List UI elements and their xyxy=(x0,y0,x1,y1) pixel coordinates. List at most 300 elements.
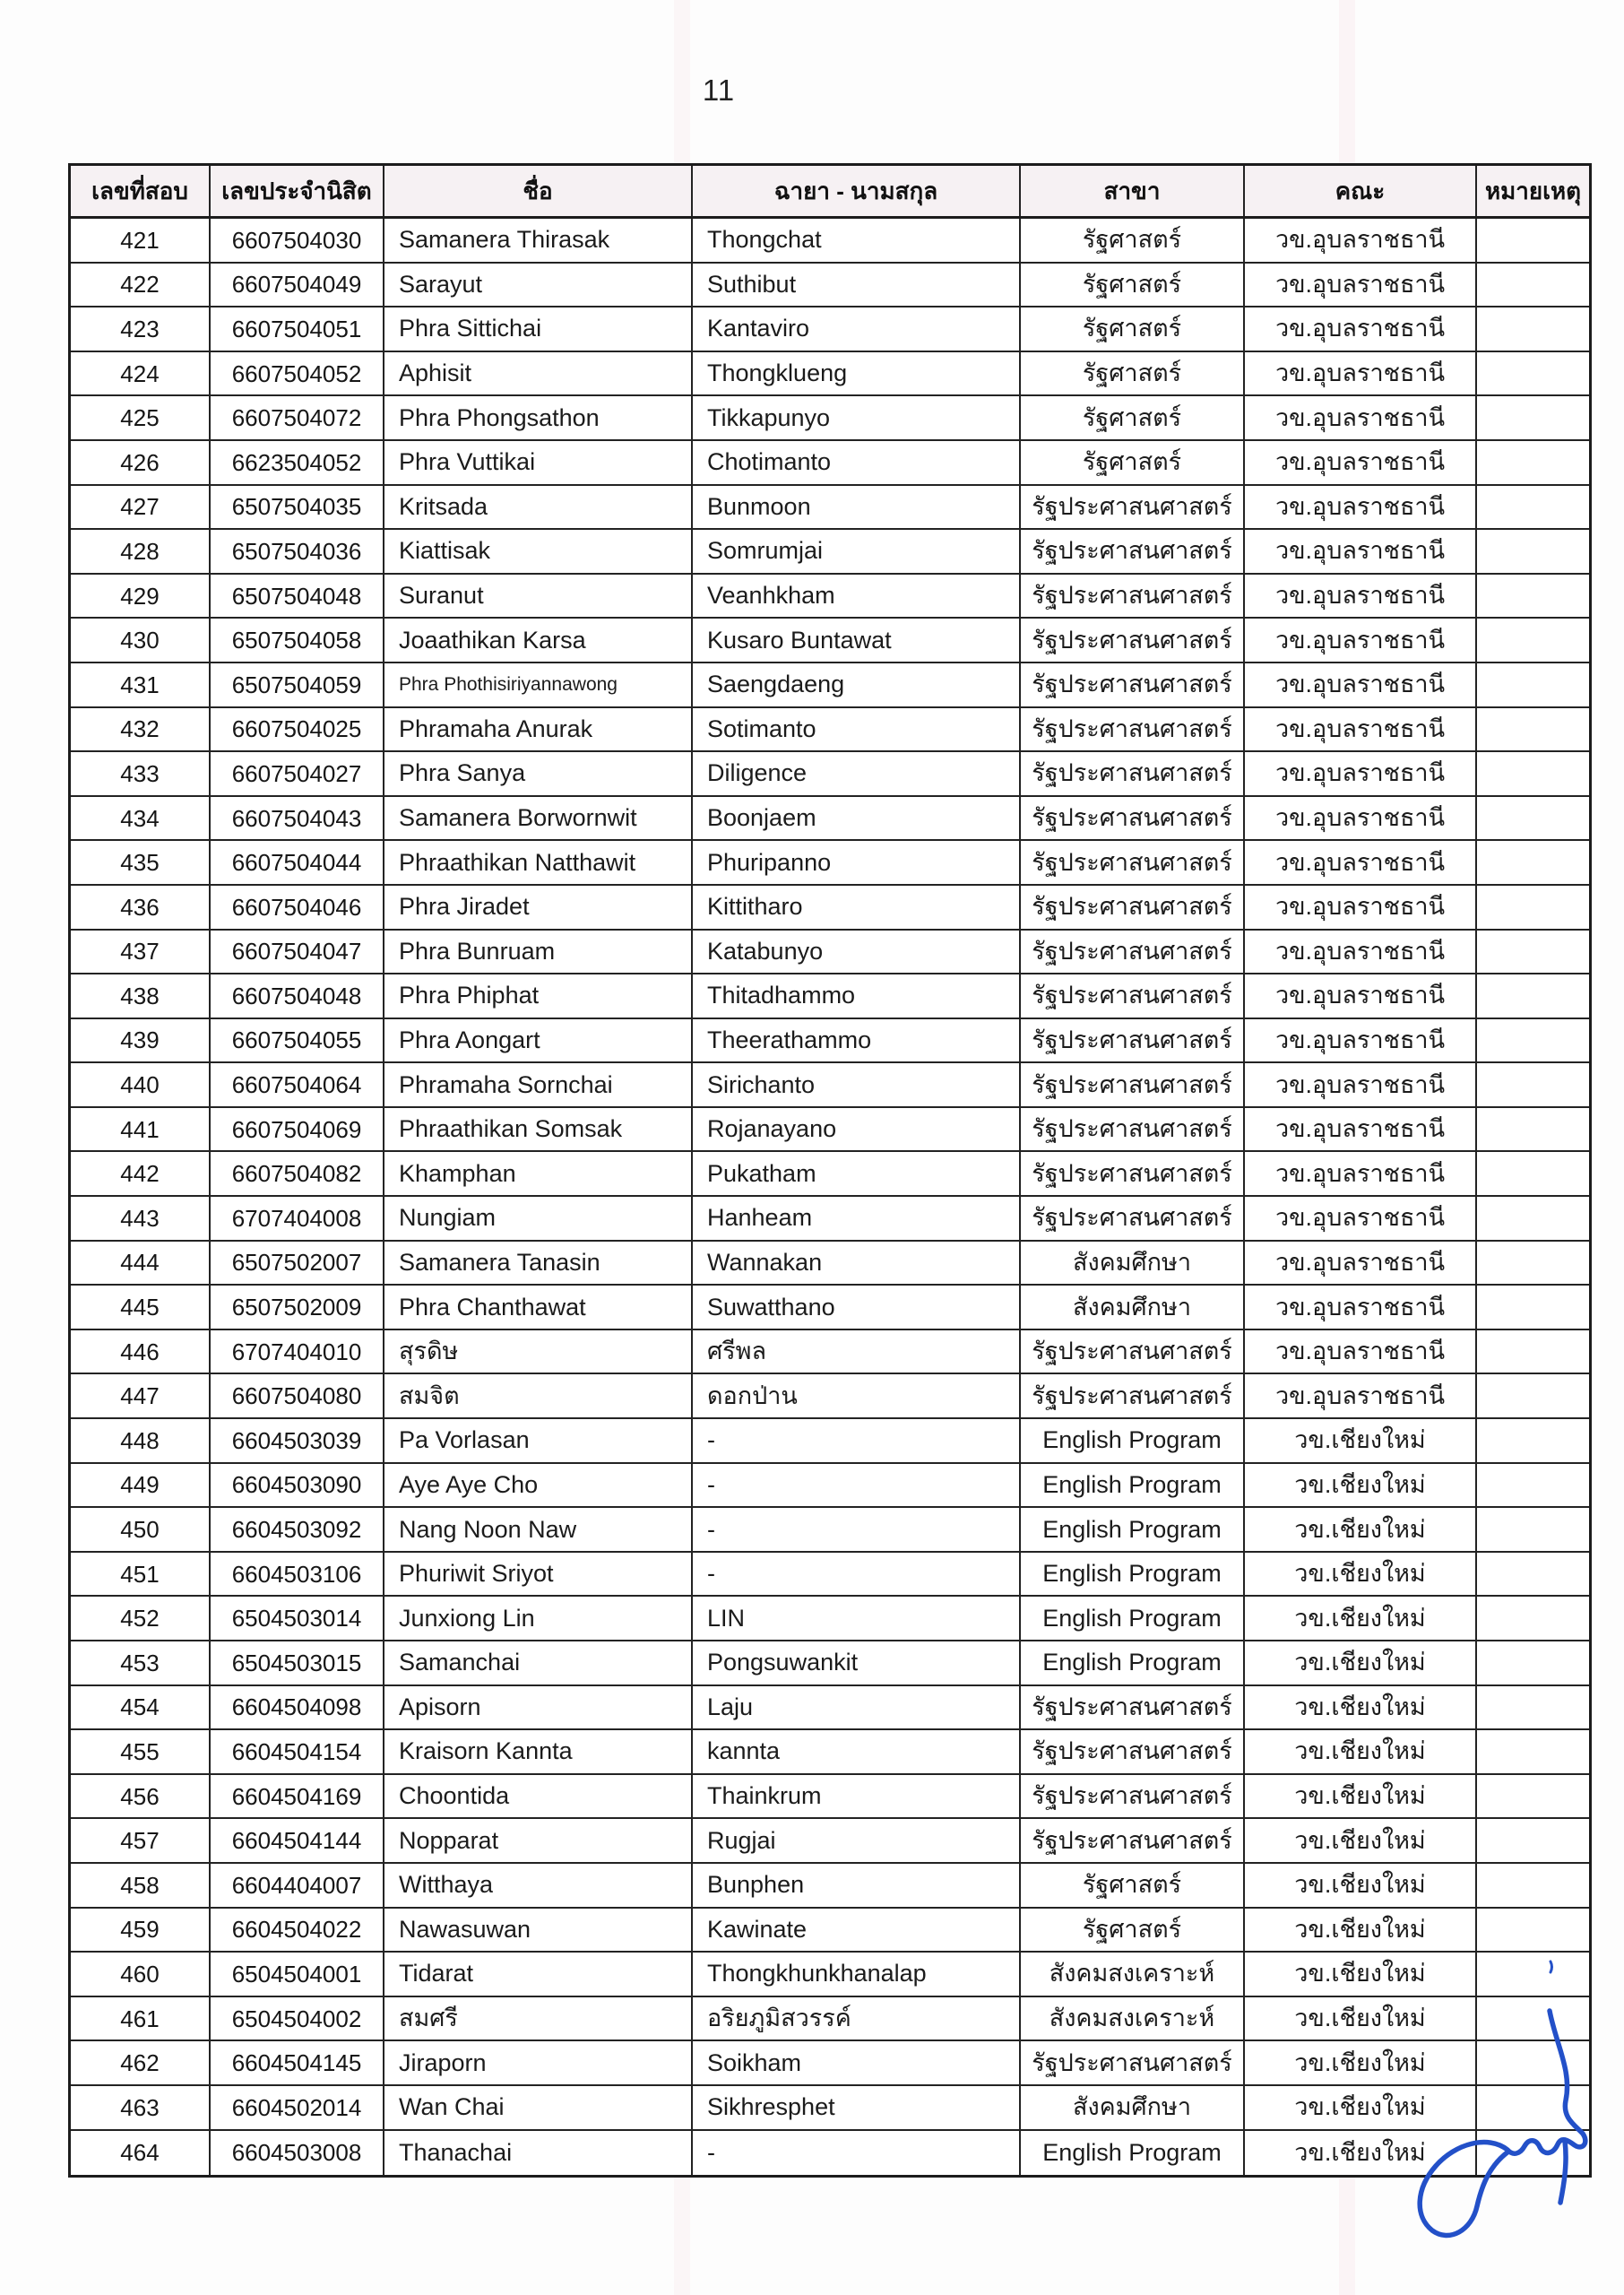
remark-cell xyxy=(1477,441,1589,484)
table-row xyxy=(71,663,1589,708)
student-id-cell: 6604504145 xyxy=(211,2041,384,2084)
faculty-cell: วข.อุบลราชธานี xyxy=(1245,752,1477,795)
remark-cell xyxy=(1477,974,1589,1018)
remark-cell xyxy=(1477,1374,1589,1417)
surname-cell: Saengdaeng xyxy=(693,663,1021,706)
student-id-cell: 6604503090 xyxy=(211,1464,384,1507)
student-id-cell: 6607504027 xyxy=(211,752,384,795)
table-row xyxy=(71,219,1589,264)
faculty-cell: วข.อุบลราชธานี xyxy=(1245,1063,1477,1106)
major-cell: รัฐประศาสนศาสตร์ xyxy=(1021,1819,1245,1862)
exam-no-cell: 456 xyxy=(71,1775,211,1818)
surname-cell: - xyxy=(693,1464,1021,1507)
exam-no-cell: 443 xyxy=(71,1197,211,1240)
faculty-cell: วข.อุบลราชธานี xyxy=(1245,1152,1477,1195)
major-cell: รัฐประศาสนศาสตร์ xyxy=(1021,1775,1245,1818)
major-cell: รัฐประศาสนศาสตร์ xyxy=(1021,575,1245,618)
exam-no-cell: 458 xyxy=(71,1864,211,1907)
table-row xyxy=(71,1864,1589,1909)
remark-cell xyxy=(1477,1330,1589,1373)
remark-cell xyxy=(1477,1686,1589,1729)
student-id-cell: 6604404007 xyxy=(211,1864,384,1907)
name-cell: Phra Phothisiriyannawong xyxy=(384,663,693,706)
exam-no-cell: 438 xyxy=(71,974,211,1018)
student-id-cell: 6504503015 xyxy=(211,1641,384,1684)
header-faculty: คณะ xyxy=(1245,166,1477,216)
faculty-cell: วข.เชียงใหม่ xyxy=(1245,1997,1477,2040)
faculty-cell: วข.เชียงใหม่ xyxy=(1245,1819,1477,1862)
name-cell: Phra Vuttikai xyxy=(384,441,693,484)
exam-no-cell: 440 xyxy=(71,1063,211,1106)
name-cell: Apisorn xyxy=(384,1686,693,1729)
faculty-cell: วข.อุบลราชธานี xyxy=(1245,264,1477,307)
surname-cell: Pongsuwankit xyxy=(693,1641,1021,1684)
remark-cell xyxy=(1477,708,1589,751)
table-body xyxy=(71,219,1589,2175)
remark-cell xyxy=(1477,1019,1589,1062)
surname-cell: Kusaro Buntawat xyxy=(693,619,1021,662)
exam-no-cell: 461 xyxy=(71,1997,211,2040)
exam-no-cell: 462 xyxy=(71,2041,211,2084)
exam-no-cell: 450 xyxy=(71,1508,211,1551)
faculty-cell: วข.อุบลราชธานี xyxy=(1245,1242,1477,1285)
remark-cell xyxy=(1477,931,1589,974)
name-cell: Sarayut xyxy=(384,264,693,307)
exam-no-cell: 421 xyxy=(71,219,211,262)
name-cell: Junxiong Lin xyxy=(384,1597,693,1640)
faculty-cell: วข.เชียงใหม่ xyxy=(1245,1641,1477,1684)
exam-no-cell: 454 xyxy=(71,1686,211,1729)
remark-cell xyxy=(1477,841,1589,884)
student-id-cell: 6604503039 xyxy=(211,1419,384,1462)
faculty-cell: วข.อุบลราชธานี xyxy=(1245,441,1477,484)
name-cell: สมจิต xyxy=(384,1374,693,1417)
table-row xyxy=(71,352,1589,397)
exam-no-cell: 427 xyxy=(71,486,211,529)
surname-cell: ศรีพล xyxy=(693,1330,1021,1373)
page-number: 11 xyxy=(702,74,736,107)
student-id-cell: 6607504052 xyxy=(211,352,384,395)
faculty-cell: วข.อุบลราชธานี xyxy=(1245,841,1477,884)
table-row xyxy=(71,441,1589,486)
name-cell: Samanera Thirasak xyxy=(384,219,693,262)
table-row xyxy=(71,1286,1589,1330)
faculty-cell: วข.อุบลราชธานี xyxy=(1245,219,1477,262)
exam-no-cell: 448 xyxy=(71,1419,211,1462)
table-row xyxy=(71,1909,1589,1953)
major-cell: รัฐประศาสนศาสตร์ xyxy=(1021,1374,1245,1417)
surname-cell: Somrumjai xyxy=(693,530,1021,573)
header-exam-no: เลขที่สอบ xyxy=(71,166,211,216)
exam-no-cell: 431 xyxy=(71,663,211,706)
exam-no-cell: 429 xyxy=(71,575,211,618)
faculty-cell: วข.อุบลราชธานี xyxy=(1245,708,1477,751)
surname-cell: Kawinate xyxy=(693,1909,1021,1952)
name-cell: Nopparat xyxy=(384,1819,693,1862)
surname-cell: Suthibut xyxy=(693,264,1021,307)
surname-cell: Boonjaem xyxy=(693,797,1021,840)
surname-cell: Hanheam xyxy=(693,1197,1021,1240)
faculty-cell: วข.อุบลราชธานี xyxy=(1245,797,1477,840)
major-cell: รัฐประศาสนศาสตร์ xyxy=(1021,1152,1245,1195)
major-cell: รัฐประศาสนศาสตร์ xyxy=(1021,752,1245,795)
student-id-cell: 6507504059 xyxy=(211,663,384,706)
name-cell: Jiraporn xyxy=(384,2041,693,2084)
exam-no-cell: 445 xyxy=(71,1286,211,1329)
exam-no-cell: 464 xyxy=(71,2131,211,2176)
major-cell: รัฐศาสตร์ xyxy=(1021,219,1245,262)
remark-cell xyxy=(1477,352,1589,395)
faculty-cell: วข.อุบลราชธานี xyxy=(1245,396,1477,439)
table-row xyxy=(71,1152,1589,1197)
remark-cell xyxy=(1477,486,1589,529)
major-cell: English Program xyxy=(1021,1464,1245,1507)
name-cell: Suranut xyxy=(384,575,693,618)
student-id-cell: 6607504044 xyxy=(211,841,384,884)
exam-no-cell: 444 xyxy=(71,1242,211,1285)
table-row xyxy=(71,886,1589,931)
surname-cell: Sirichanto xyxy=(693,1063,1021,1106)
surname-cell: Laju xyxy=(693,1686,1021,1729)
remark-cell xyxy=(1477,1730,1589,1773)
major-cell: รัฐประศาสนศาสตร์ xyxy=(1021,1108,1245,1151)
exam-no-cell: 435 xyxy=(71,841,211,884)
student-id-cell: 6607504049 xyxy=(211,264,384,307)
surname-cell: Bunmoon xyxy=(693,486,1021,529)
remark-cell xyxy=(1477,886,1589,929)
name-cell: Choontida xyxy=(384,1775,693,1818)
table-row xyxy=(71,1730,1589,1775)
faculty-cell: วข.เชียงใหม่ xyxy=(1245,1953,1477,1996)
remark-cell xyxy=(1477,530,1589,573)
table-row xyxy=(71,1330,1589,1375)
table-row xyxy=(71,1464,1589,1509)
table-row xyxy=(71,1819,1589,1864)
major-cell: รัฐประศาสนศาสตร์ xyxy=(1021,486,1245,529)
name-cell: Phra Sanya xyxy=(384,752,693,795)
surname-cell: Sikhresphet xyxy=(693,2086,1021,2129)
table-row xyxy=(71,2086,1589,2131)
table-row xyxy=(71,1508,1589,1553)
faculty-cell: วข.อุบลราชธานี xyxy=(1245,575,1477,618)
name-cell: Pa Vorlasan xyxy=(384,1419,693,1462)
table-row xyxy=(71,530,1589,575)
faculty-cell: วข.อุบลราชธานี xyxy=(1245,1374,1477,1417)
table-row xyxy=(71,1953,1589,1997)
table-row xyxy=(71,1419,1589,1464)
major-cell: สังคมสงเคราะห์ xyxy=(1021,1953,1245,1996)
name-cell: Nungiam xyxy=(384,1197,693,1240)
table-row xyxy=(71,797,1589,842)
major-cell: รัฐประศาสนศาสตร์ xyxy=(1021,886,1245,929)
surname-cell: Suwatthano xyxy=(693,1286,1021,1329)
name-cell: Kritsada xyxy=(384,486,693,529)
student-id-cell: 6604504022 xyxy=(211,1909,384,1952)
student-id-cell: 6607504046 xyxy=(211,886,384,929)
student-id-cell: 6607504047 xyxy=(211,931,384,974)
major-cell: สังคมสงเคราะห์ xyxy=(1021,1997,1245,2040)
exam-no-cell: 452 xyxy=(71,1597,211,1640)
remark-cell xyxy=(1477,1909,1589,1952)
major-cell: รัฐประศาสนศาสตร์ xyxy=(1021,619,1245,662)
surname-cell: Rugjai xyxy=(693,1819,1021,1862)
exam-no-cell: 422 xyxy=(71,264,211,307)
major-cell: English Program xyxy=(1021,1641,1245,1684)
table-row xyxy=(71,931,1589,975)
table-row xyxy=(71,264,1589,308)
surname-cell: Thainkrum xyxy=(693,1775,1021,1818)
table-row xyxy=(71,486,1589,531)
major-cell: รัฐศาสตร์ xyxy=(1021,396,1245,439)
exam-no-cell: 426 xyxy=(71,441,211,484)
table-row xyxy=(71,396,1589,441)
faculty-cell: วข.อุบลราชธานี xyxy=(1245,931,1477,974)
student-id-cell: 6607504069 xyxy=(211,1108,384,1151)
remark-cell xyxy=(1477,1152,1589,1195)
exam-no-cell: 425 xyxy=(71,396,211,439)
signature-stroke-descender xyxy=(1560,2141,1566,2203)
exam-no-cell: 447 xyxy=(71,1374,211,1417)
student-id-cell: 6607504030 xyxy=(211,219,384,262)
faculty-cell: วข.อุบลราชธานี xyxy=(1245,486,1477,529)
exam-no-cell: 453 xyxy=(71,1641,211,1684)
surname-cell: Kittitharo xyxy=(693,886,1021,929)
faculty-cell: วข.เชียงใหม่ xyxy=(1245,1730,1477,1773)
major-cell: English Program xyxy=(1021,1419,1245,1462)
name-cell: Phra Bunruam xyxy=(384,931,693,974)
surname-cell: Rojanayano xyxy=(693,1108,1021,1151)
table-row xyxy=(71,1374,1589,1419)
name-cell: Thanachai xyxy=(384,2131,693,2176)
surname-cell: kannta xyxy=(693,1730,1021,1773)
surname-cell: Sotimanto xyxy=(693,708,1021,751)
surname-cell: Thongkhunkhanalap xyxy=(693,1953,1021,1996)
table-header-row xyxy=(71,166,1589,219)
name-cell: Phra Phiphat xyxy=(384,974,693,1018)
major-cell: รัฐศาสตร์ xyxy=(1021,352,1245,395)
faculty-cell: วข.อุบลราชธานี xyxy=(1245,619,1477,662)
student-id-cell: 6504503014 xyxy=(211,1597,384,1640)
remark-cell xyxy=(1477,1108,1589,1151)
student-id-cell: 6507504036 xyxy=(211,530,384,573)
major-cell: English Program xyxy=(1021,1508,1245,1551)
table-row xyxy=(71,575,1589,619)
faculty-cell: วข.อุบลราชธานี xyxy=(1245,1108,1477,1151)
surname-cell: Kantaviro xyxy=(693,307,1021,351)
faculty-cell: วข.เชียงใหม่ xyxy=(1245,1597,1477,1640)
name-cell: สมศรี xyxy=(384,1997,693,2040)
student-id-cell: 6504504002 xyxy=(211,1997,384,2040)
name-cell: Phramaha Sornchai xyxy=(384,1063,693,1106)
student-id-cell: 6604502014 xyxy=(211,2086,384,2129)
name-cell: Tidarat xyxy=(384,1953,693,1996)
exam-no-cell: 432 xyxy=(71,708,211,751)
remark-cell xyxy=(1477,575,1589,618)
exam-no-cell: 449 xyxy=(71,1464,211,1507)
faculty-cell: วข.เชียงใหม่ xyxy=(1245,2041,1477,2084)
remark-cell xyxy=(1477,1775,1589,1818)
exam-no-cell: 423 xyxy=(71,307,211,351)
table-row xyxy=(71,1242,1589,1286)
major-cell: รัฐศาสตร์ xyxy=(1021,1909,1245,1952)
exam-no-cell: 460 xyxy=(71,1953,211,1996)
student-id-cell: 6607504025 xyxy=(211,708,384,751)
major-cell: สังคมศึกษา xyxy=(1021,2086,1245,2129)
table-row xyxy=(71,2041,1589,2086)
table-row xyxy=(71,1597,1589,1641)
student-id-cell: 6607504082 xyxy=(211,1152,384,1195)
header-student-id: เลขประจำนิสิต xyxy=(211,166,384,216)
surname-cell: Bunphen xyxy=(693,1864,1021,1907)
major-cell: รัฐประศาสนศาสตร์ xyxy=(1021,1330,1245,1373)
surname-cell: Thongchat xyxy=(693,219,1021,262)
exam-no-cell: 428 xyxy=(71,530,211,573)
remark-cell xyxy=(1477,1508,1589,1551)
exam-no-cell: 441 xyxy=(71,1108,211,1151)
remark-cell xyxy=(1477,1242,1589,1285)
header-major: สาขา xyxy=(1021,166,1245,216)
name-cell: Aye Aye Cho xyxy=(384,1464,693,1507)
name-cell: Phra Jiradet xyxy=(384,886,693,929)
student-id-cell: 6604504169 xyxy=(211,1775,384,1818)
exam-no-cell: 433 xyxy=(71,752,211,795)
name-cell: Aphisit xyxy=(384,352,693,395)
remark-cell xyxy=(1477,1063,1589,1106)
surname-cell: Soikham xyxy=(693,2041,1021,2084)
faculty-cell: วข.เชียงใหม่ xyxy=(1245,1686,1477,1729)
signature xyxy=(1371,1995,1624,2282)
surname-cell: LIN xyxy=(693,1597,1021,1640)
exam-no-cell: 463 xyxy=(71,2086,211,2129)
remark-cell xyxy=(1477,264,1589,307)
remark-cell xyxy=(1477,663,1589,706)
remark-cell xyxy=(1477,619,1589,662)
remark-cell xyxy=(1477,1286,1589,1329)
surname-cell: - xyxy=(693,1553,1021,1596)
major-cell: รัฐประศาสนศาสตร์ xyxy=(1021,1686,1245,1729)
name-cell: Samanera Borwornwit xyxy=(384,797,693,840)
name-cell: สุรดิษ xyxy=(384,1330,693,1373)
name-cell: Phramaha Anurak xyxy=(384,708,693,751)
name-cell: Phra Aongart xyxy=(384,1019,693,1062)
student-id-cell: 6604504144 xyxy=(211,1819,384,1862)
surname-cell: Theerathammo xyxy=(693,1019,1021,1062)
name-cell: Phra Chanthawat xyxy=(384,1286,693,1329)
surname-cell: - xyxy=(693,2131,1021,2176)
faculty-cell: วข.อุบลราชธานี xyxy=(1245,307,1477,351)
header-name: ชื่อ xyxy=(384,166,693,216)
student-id-cell: 6607504043 xyxy=(211,797,384,840)
table-row xyxy=(71,1019,1589,1064)
faculty-cell: วข.เชียงใหม่ xyxy=(1245,1553,1477,1596)
surname-cell: Thitadhammo xyxy=(693,974,1021,1018)
faculty-cell: วข.อุบลราชธานี xyxy=(1245,1330,1477,1373)
major-cell: รัฐประศาสนศาสตร์ xyxy=(1021,841,1245,884)
student-id-cell: 6604503008 xyxy=(211,2131,384,2176)
exam-no-cell: 436 xyxy=(71,886,211,929)
remark-cell xyxy=(1477,752,1589,795)
major-cell: รัฐประศาสนศาสตร์ xyxy=(1021,708,1245,751)
major-cell: สังคมศึกษา xyxy=(1021,1242,1245,1285)
remark-cell xyxy=(1477,1197,1589,1240)
name-cell: Khamphan xyxy=(384,1152,693,1195)
major-cell: รัฐประศาสนศาสตร์ xyxy=(1021,663,1245,706)
remark-cell xyxy=(1477,1864,1589,1907)
student-id-cell: 6504504001 xyxy=(211,1953,384,1996)
exam-no-cell: 457 xyxy=(71,1819,211,1862)
surname-cell: Thongklueng xyxy=(693,352,1021,395)
exam-no-cell: 459 xyxy=(71,1909,211,1952)
remark-cell xyxy=(1477,1953,1589,1996)
faculty-cell: วข.เชียงใหม่ xyxy=(1245,2131,1477,2176)
remark-cell xyxy=(1477,1553,1589,1596)
name-cell: Kraisorn Kannta xyxy=(384,1730,693,1773)
major-cell: รัฐศาสตร์ xyxy=(1021,307,1245,351)
exam-no-cell: 430 xyxy=(71,619,211,662)
major-cell: รัฐประศาสนศาสตร์ xyxy=(1021,1019,1245,1062)
student-id-cell: 6604504098 xyxy=(211,1686,384,1729)
exam-no-cell: 455 xyxy=(71,1730,211,1773)
faculty-cell: วข.เชียงใหม่ xyxy=(1245,1775,1477,1818)
remark-cell xyxy=(1477,1597,1589,1640)
faculty-cell: วข.อุบลราชธานี xyxy=(1245,1019,1477,1062)
remark-cell xyxy=(1477,1419,1589,1462)
major-cell: English Program xyxy=(1021,1553,1245,1596)
student-id-cell: 6507504048 xyxy=(211,575,384,618)
name-cell: Phra Phongsathon xyxy=(384,396,693,439)
student-id-cell: 6607504051 xyxy=(211,307,384,351)
remark-cell xyxy=(1477,1464,1589,1507)
surname-cell: อริยภูมิสวรรค์ xyxy=(693,1997,1021,2040)
student-id-cell: 6607504064 xyxy=(211,1063,384,1106)
faculty-cell: วข.อุบลราชธานี xyxy=(1245,886,1477,929)
table-row xyxy=(71,1686,1589,1731)
surname-cell: Veanhkham xyxy=(693,575,1021,618)
table-row xyxy=(71,307,1589,352)
major-cell: English Program xyxy=(1021,2131,1245,2176)
table-row xyxy=(71,752,1589,797)
surname-cell: Diligence xyxy=(693,752,1021,795)
table-row xyxy=(71,1063,1589,1108)
student-id-cell: 6707404010 xyxy=(211,1330,384,1373)
student-id-cell: 6707404008 xyxy=(211,1197,384,1240)
surname-cell: Tikkapunyo xyxy=(693,396,1021,439)
remark-cell xyxy=(1477,797,1589,840)
header-dharma-surname: ฉายา - นามสกุล xyxy=(693,166,1021,216)
name-cell: Samanchai xyxy=(384,1641,693,1684)
major-cell: รัฐประศาสนศาสตร์ xyxy=(1021,797,1245,840)
name-cell: Joaathikan Karsa xyxy=(384,619,693,662)
exam-no-cell: 451 xyxy=(71,1553,211,1596)
surname-cell: - xyxy=(693,1419,1021,1462)
major-cell: รัฐประศาสนศาสตร์ xyxy=(1021,931,1245,974)
exam-candidate-table xyxy=(68,163,1592,2178)
name-cell: Phraathikan Somsak xyxy=(384,1108,693,1151)
faculty-cell: วข.อุบลราชธานี xyxy=(1245,1286,1477,1329)
surname-cell: Wannakan xyxy=(693,1242,1021,1285)
exam-no-cell: 442 xyxy=(71,1152,211,1195)
major-cell: รัฐศาสตร์ xyxy=(1021,441,1245,484)
surname-cell: Pukatham xyxy=(693,1152,1021,1195)
remark-cell xyxy=(1477,1641,1589,1684)
faculty-cell: วข.เชียงใหม่ xyxy=(1245,2086,1477,2129)
major-cell: รัฐศาสตร์ xyxy=(1021,1864,1245,1907)
table-row xyxy=(71,1775,1589,1820)
surname-cell: Chotimanto xyxy=(693,441,1021,484)
remark-cell xyxy=(1477,396,1589,439)
major-cell: รัฐประศาสนศาสตร์ xyxy=(1021,1197,1245,1240)
student-id-cell: 6507502009 xyxy=(211,1286,384,1329)
